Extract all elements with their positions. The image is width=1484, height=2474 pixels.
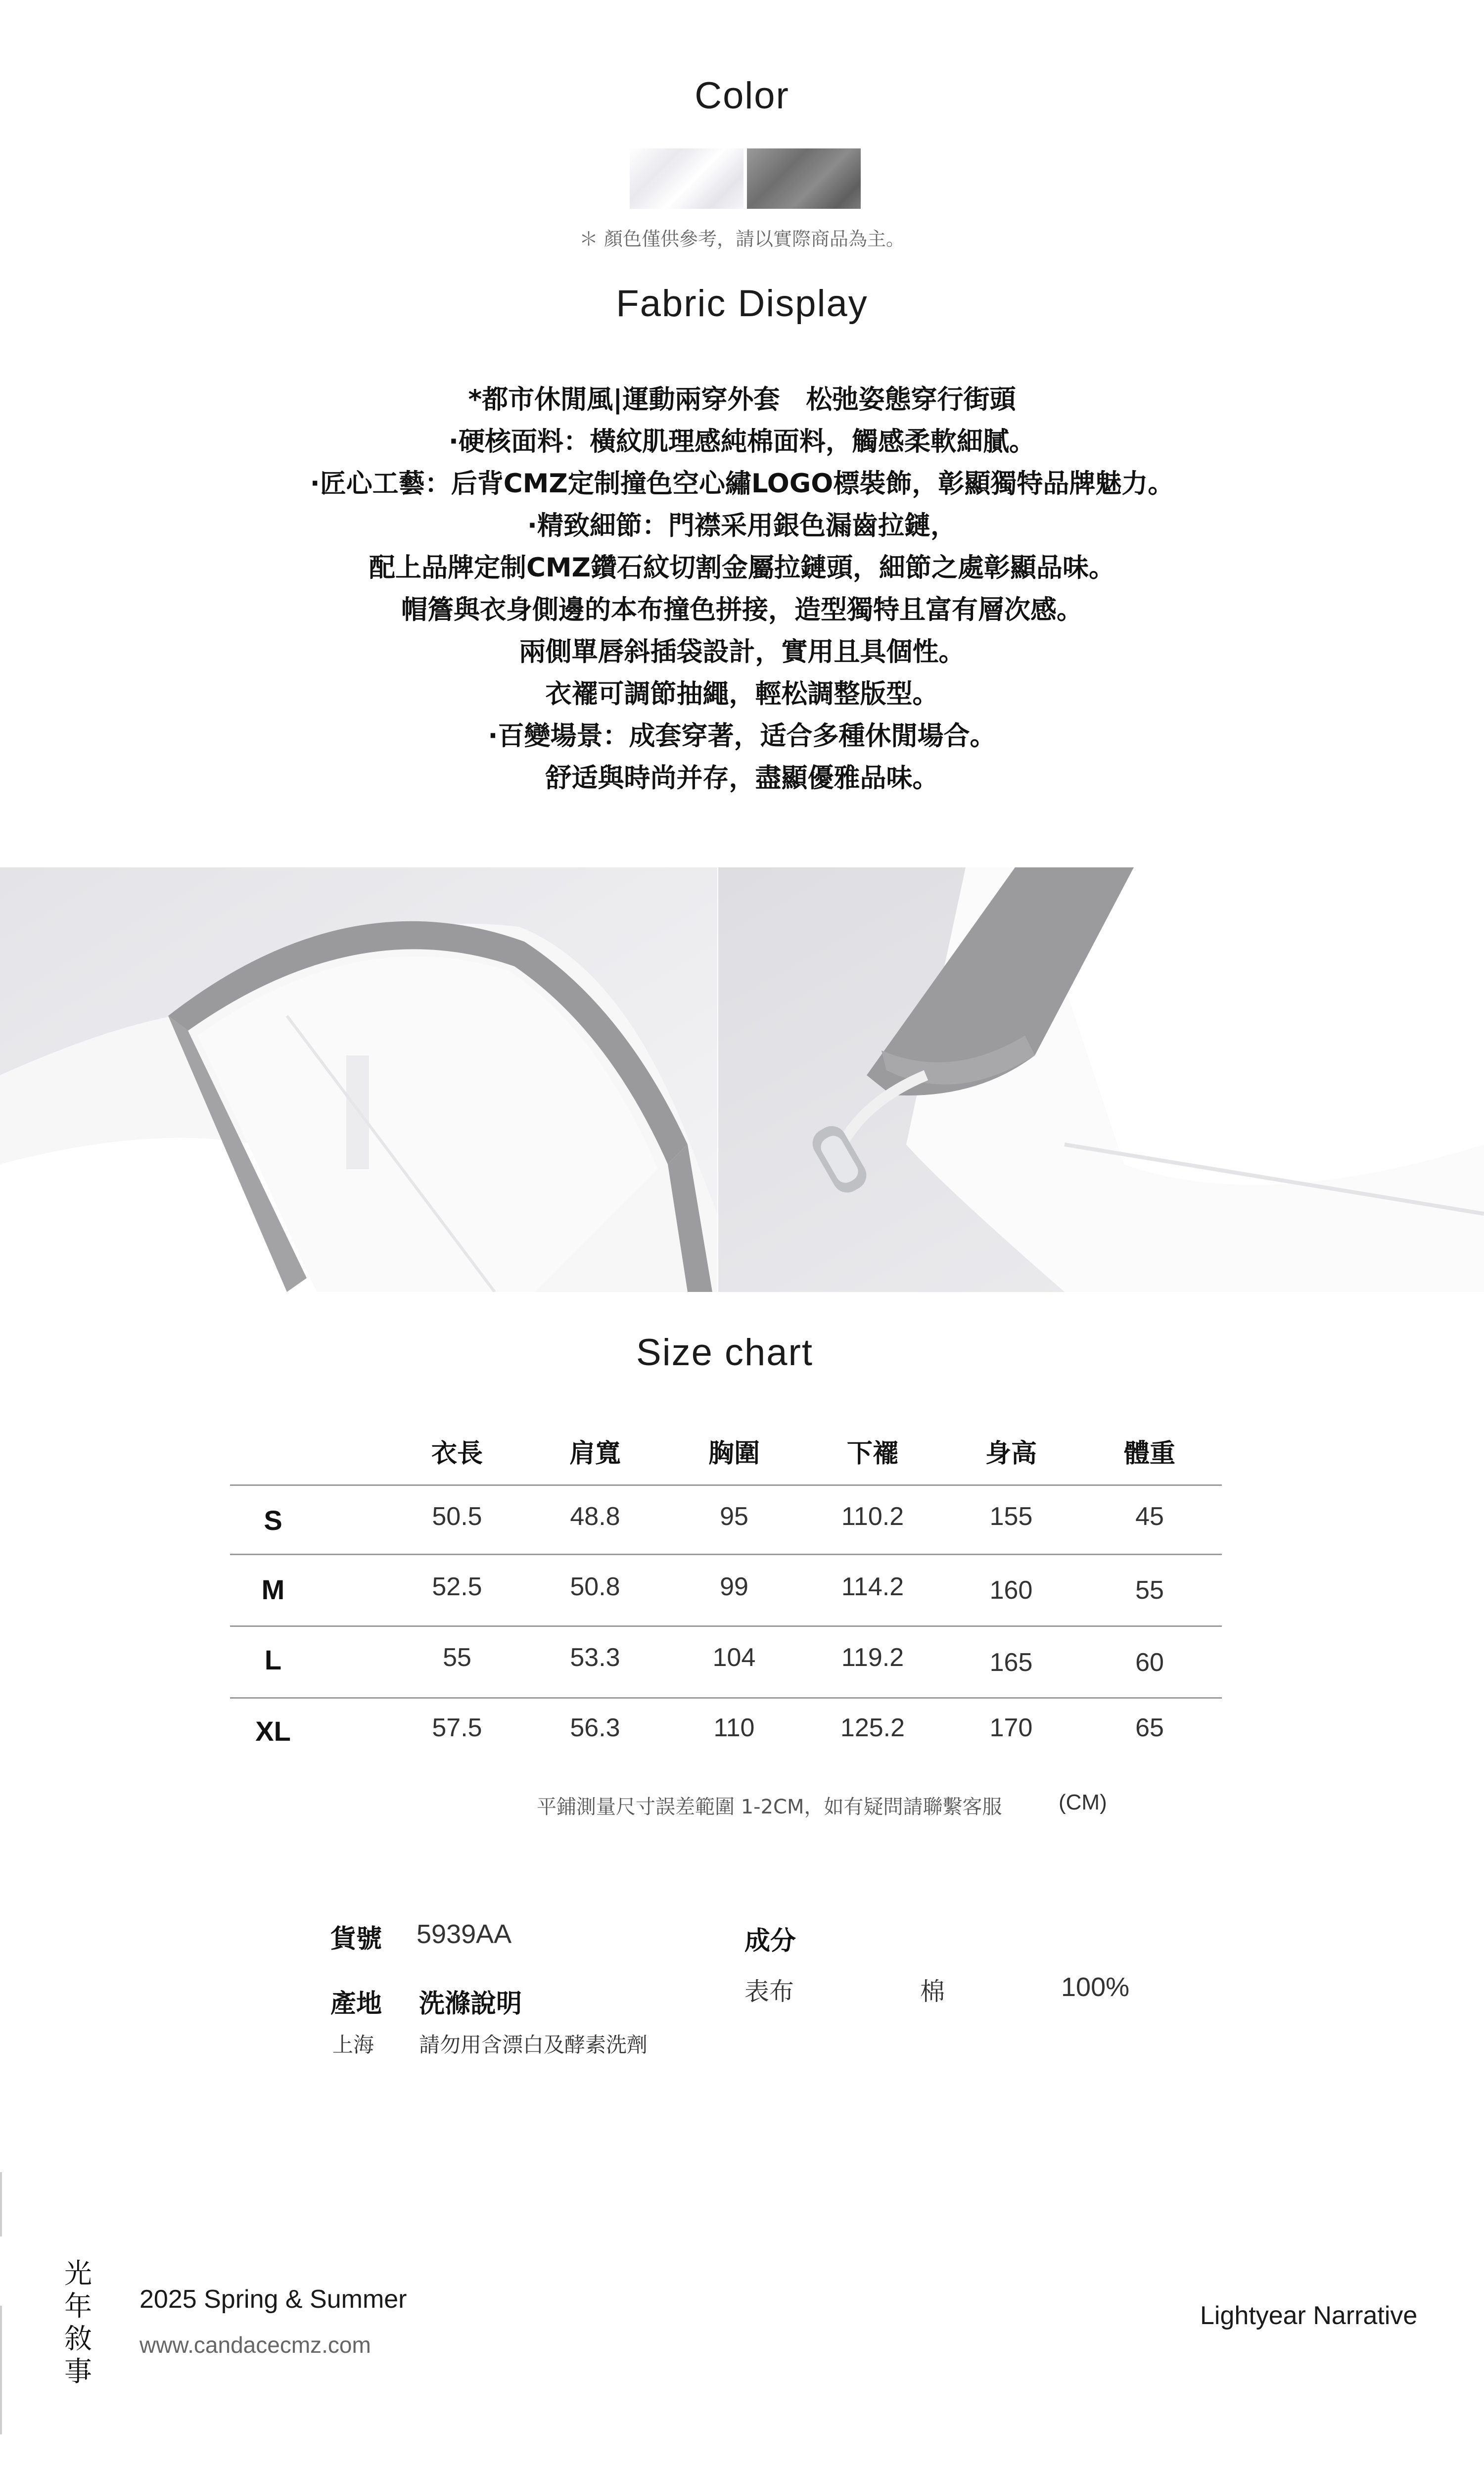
table-cell: 65 <box>1135 1713 1164 1742</box>
drawstring-detail-photo <box>718 867 1484 1292</box>
wash-value: 請勿用含漂白及酵素洗劑 <box>419 2033 648 2057</box>
table-divider <box>230 1554 1222 1555</box>
origin-value: 上海 <box>332 2033 374 2057</box>
desc-line: ·硬核面料：橫紋肌理感純棉面料，觸感柔軟細膩。 <box>448 427 1036 457</box>
composition-part: 表布 <box>744 1977 794 2006</box>
col-header-height: 身高 <box>985 1439 1037 1469</box>
size-chart-unit: (CM) <box>1059 1790 1107 1814</box>
origin-label: 產地 <box>330 1989 382 2019</box>
size-chart-title: Size chart <box>636 1332 813 1374</box>
table-cell: 104 <box>712 1643 756 1672</box>
col-header-weight: 體重 <box>1123 1439 1175 1469</box>
table-cell: 114.2 <box>841 1572 904 1601</box>
desc-line: 配上品牌定制CMZ鑽石紋切割金屬拉鏈頭，細節之處彰顯品味。 <box>369 553 1115 583</box>
table-cell: 170 <box>989 1713 1033 1742</box>
col-header-shoulder: 肩寬 <box>569 1439 621 1469</box>
composition-label: 成分 <box>744 1926 796 1956</box>
table-cell: 160 <box>989 1576 1033 1605</box>
wash-label: 洗滌說明 <box>419 1989 522 2019</box>
table-cell: 125.2 <box>840 1713 905 1742</box>
vertical-brand: 光 年 敘 事 <box>64 2258 92 2388</box>
table-cell: 99 <box>720 1572 748 1601</box>
composition-material: 棉 <box>920 1977 945 2006</box>
desc-line: ·匠心工藝：后背CMZ定制撞色空心繡LOGO標裝飾，彰顯獨特品牌魅力。 <box>310 469 1174 499</box>
brand-english: Lightyear Narrative <box>1200 2301 1418 2330</box>
season-text: 2025 Spring & Summer <box>139 2285 407 2314</box>
col-header-hem: 下襬 <box>846 1439 898 1469</box>
table-cell: 52.5 <box>432 1572 482 1601</box>
desc-line: 帽簷與衣身側邊的本布撞色拼接，造型獨特且富有層次感。 <box>401 595 1083 625</box>
table-cell: 50.5 <box>432 1502 482 1531</box>
desc-line: *都市休閒風|運動兩穿外套 松弛姿態穿行街頭 <box>468 384 1016 415</box>
table-cell: 155 <box>989 1502 1033 1531</box>
color-note: ＊ 顏色僅供參考，請以實際商品為主。 <box>579 228 905 250</box>
table-cell: 119.2 <box>841 1643 904 1672</box>
white-swatch <box>630 148 743 209</box>
desc-line: 舒适與時尚并存，盡顯優雅品味。 <box>545 763 939 793</box>
table-divider <box>230 1625 1222 1627</box>
table-divider <box>230 1484 1222 1486</box>
grey-swatch <box>747 148 861 209</box>
table-cell: 165 <box>989 1648 1033 1677</box>
table-cell: 110.2 <box>841 1502 904 1531</box>
website-link[interactable]: www.candacecmz.com <box>139 2332 371 2358</box>
hood-detail-photo <box>0 867 717 1292</box>
table-cell: 55 <box>443 1643 471 1672</box>
table-cell: 50.8 <box>570 1572 620 1601</box>
table-cell: 56.3 <box>570 1713 620 1742</box>
desc-line: 兩側單唇斜插袋設計，實用且具個性。 <box>519 637 965 667</box>
left-edge-line <box>0 2172 2 2236</box>
fabric-title: Fabric Display <box>616 283 868 325</box>
color-title: Color <box>695 75 789 117</box>
table-cell: 57.5 <box>432 1713 482 1742</box>
size-label-m: M <box>261 1574 285 1605</box>
desc-line: 衣襬可調節抽繩，輕松調整版型。 <box>545 679 939 709</box>
table-divider <box>230 1697 1222 1699</box>
table-cell: 55 <box>1135 1576 1164 1605</box>
table-cell: 45 <box>1135 1502 1164 1531</box>
composition-percent: 100% <box>1061 1972 1130 2002</box>
item-no-label: 貨號 <box>330 1924 382 1954</box>
size-chart-note: 平鋪測量尺寸誤差範圍 1-2CM，如有疑問請聯繫客服 <box>537 1796 1002 1818</box>
table-cell: 53.3 <box>570 1643 620 1672</box>
col-header-length: 衣長 <box>431 1439 483 1469</box>
desc-line: ·百變場景：成套穿著，适合多種休閒場合。 <box>488 721 996 751</box>
table-cell: 60 <box>1135 1648 1164 1677</box>
size-label-xl: XL <box>255 1715 291 1747</box>
desc-line: ·精致細節：門襟采用銀色漏齒拉鏈， <box>527 511 957 541</box>
table-cell: 48.8 <box>570 1502 620 1531</box>
size-label-s: S <box>264 1505 282 1536</box>
fabric-description <box>0 379 1484 799</box>
left-edge-line <box>0 2306 2 2434</box>
col-header-chest: 胸圍 <box>708 1439 760 1469</box>
table-cell: 110 <box>713 1713 755 1742</box>
size-label-l: L <box>264 1644 282 1675</box>
table-cell: 95 <box>720 1502 748 1531</box>
item-no-value: 5939AA <box>417 1919 512 1949</box>
